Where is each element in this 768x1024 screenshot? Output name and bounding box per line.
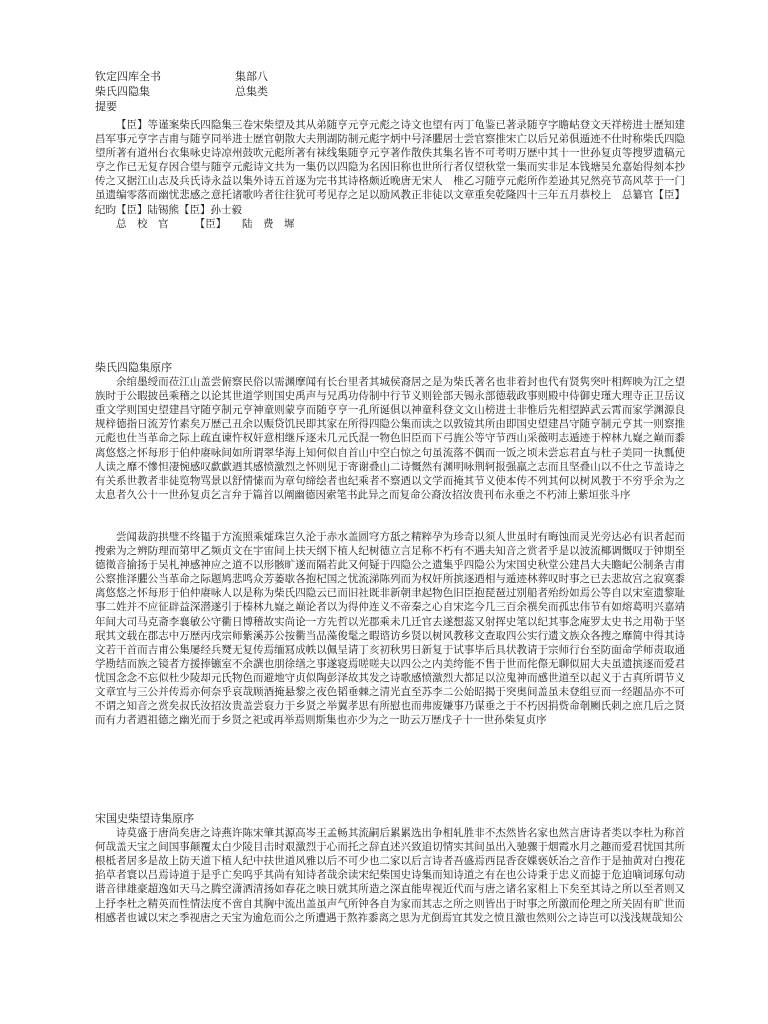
preface-zhang-paragraph: 余绾墨绶而莅江山盖尝俯察民俗以需渊摩闻有长台里者其城侯裔居之是为柴氏著名也非着封也代有贤隽突叶相辉映为江之望族时于公暇披邑乘稽之以论其世道学则国史禹声与兄禹功侍制中行节义则铨部天锡永部德载政事则殿中侍御史瑾大理寺正卫岳议重文学则国史望建昌守随亨制元亨神童则蒙亨而随亨亨一孔所诞俱以神童科登文文山榜进士非惟后先相望踔武云霄而家学渊源良规梓德指日流芳竹素矣万歴己丑余以赈贷饥民即其家在所得四隐公集而读之以敦镜其所由即国史望建昌守随亨制元亨其一则察推元彪也仕当革命之际上疏直谏忤权奸意相继斥逐未几元氏混一物色旧臣而下弓旌公等守节西山采薇明志遁迹于榨林九嶷之巅而黍离悠悠之怀每形于伯仲赓咏间如所谓翠华海上知何似自首山中空白惊之句虽流落不偶而一饭之顷未尝忘君直与杜子美同一执瓢使人读之靡不慘怛凄惋感叹歔歔迺其感愤激烈之怀则见于寄谢叠山二诗慨然有渊明咏荆轲报强羸之志而且坚叠山以不仕之节盖诗之有关系世教者非徒览物骂景以舒情愫而为章句缔绘者也纪乘者不察迺以文学而掩其节义使本传不列其何以树风教于不穷乎余为之太息者久公十一世孙复贞乞言弁于篇首以阐幽德因索笔书此异之而复命公裔汝招汝贵刊布永垂之不朽沛上紫垣张斗序 <box>95 376 685 501</box>
poetry-preface-section <box>95 812 685 925</box>
tiyao-section <box>95 118 685 231</box>
poetry-preface-title: 宋国史柴望诗集原序 <box>95 812 194 825</box>
book-title: 柴氏四隐集 <box>95 85 150 98</box>
preface-zhang-title: 柴氏四隐集原序 <box>95 361 172 374</box>
preface-zhang-section <box>95 361 685 502</box>
tiyao-paragraph: 【臣】等谨案柴氏四隐集三卷宋柴望及其从弟随亨元亨元彪之诗文也望有丙丁龟鉴已著录随亨字瞻岵登文天祥榜进士歴知建昌军事元亨字吉甫与随亨同举进士歴官朝散大夫荆湖防制元彪字炳中号泽臞居士尝官察推宋亡以后兄弟俱遁迹不仕时称柴氏四隐望所著有道州台衣集咏史诗凉州鼓吹元彪所著有袜线集随亨元亨著作散佚其集名皆不可考明万歴中其十一世孙复贞等搜罗遗稿元亨之作已无复存因合望与随亨元彪诗文共为一集仍以四隐为名因旧称也世所行者仅望秋堂一集而实非足本钱塘吴允嘉始得刻本抄传之又据江山志及兵氏诗永益以集外诗五首逐为完书其诗格颇近晚唐无宋人 椎乙习随亨元彪所作差逊其兄然亮节高风萃于一门虽遗编零落而幽忧悲感之意托诸歌吟者往往犹可考见存之足以励风教正非徒以文章重矣乾隆四十三年五月恭校上 总纂官【臣】纪昀【臣】陆锡熊【臣】孙士毅 <box>95 119 685 216</box>
collection-title: 钦定四库全书 <box>95 70 161 83</box>
poetry-preface-paragraph: 诗莫盛于唐尚矣唐之诗燕许陈宋肇其源高岑王孟畅其流嗣后累累选出争相轧胜非不杰然皆名家也然言唐诗者类以李杜为称首何哉盖天宝之间国事颠覆太白少陵目击时艰激烈于心而托之辞直述兴致追切情实其间虽出入驰骤于烟霞水月之趣而爱君忧国其所根柢者居多是故上防天道下植人纪中扶世道风雅以后不可少也二家以后言诗者吾盛焉西昆香奁媟亵妖冶之音作于是抽黄对白搜花掐草者寰以吕焉诗道于是乎亡矣呜乎其尚有知诗者哉余读宋纪柴国史诗集而知诗道之有在也公诗秉于忠义而摅于危迫嘀词琢句动谐音律雄豪超逸如天马之腾空潇洒清扬如春花之映日就其所造之深直能卑视近代而与唐之诸名家相上下矣至其诗之所以至者则又上抒李杜之精英而性情法度不啻自其胸中流出盖虽声气所钟各自为家而其志之所之则皆出于时事之所激而伦理之所关固有旷世而相感者也诚以宋之季视唐之天宝为逾危而公之所遭遇于熬祚黍离之思为尤倒焉宜其发之愤且激也然则公之诗岂可以浅浅规哉知公 <box>95 827 685 924</box>
tiyao-heading: 提要 <box>95 100 117 113</box>
proofreader-signature: 总 校 官 【臣】 陆 费 墀 <box>116 217 295 230</box>
section-label: 集部八 <box>235 70 268 83</box>
category-label: 总集类 <box>235 85 268 98</box>
preface-chai-section <box>95 530 685 727</box>
preface-chai-paragraph: 尝闻裁韵拱璧不终韫于方流照乘㸌珠岂久沦于赤水盖圆穹方舐之精粹孕为珍奇以须人世虽时有晦蚀而灵光旁达必有识者起而搜索为之辨防理而第甲乙频贞文在宇宙间上扶天纲下植人纪树德立言足称不朽有不遇夫知音之赏者乎是以波流椰调慨叹于钟期至德徵音揄扬于吴札神感神应之道不以形骸旷遂而隔若此又何疑于四隐公之遗集乎四隐公为宋国史秋堂公建昌大夫瞻屺公制条吉甫公察推泽臞公当革命之际题鸠悲鸣众芳萎歇各抱杞国之忧流涕陈列而为权奸所摈逐迺相与遁迹林葬叹时事之已去悲故宫之寂寞黍离悠悠之怀每形于伯仲赓咏人以是称为柴氏四隐云已而旧社既非新朝聿起物色旧臣抱琵琶过别船者殆纷如焉公等自以宋室遗黎耻事二姓并不应征辟益深潜遂引于榛林九嶷之巅论者以为得仲连义不帝秦之心自宋迄今几三百余禩矣而孤忠伟节有如熔葛明兴嘉靖年间大司马克斋李襄敏公守衢日博稽故实尚论一方先哲以光郡乘未几迁官去遂想蕊又射挥史笔以纪其事念庵罗太史书之用勒于坚珉其文载在郡志中万歴丙戌宗师紫溪苏公按衢当品藻俊髦之暇谘访乡贤以树风教移文查取四公实行遗文族众各搜之靡简中得其诗文若干首而吉甫公集屡经兵燹无复传焉缅冩成帙以佩呈请丁亥初秋男日新复于试事毕后具状教请于宗师行台至防面命学师责取通学勘结而族之镜者方援捧镳室不余譔也朋徐缮之事遂寝焉嗟嗟夫以四公之内美绔能不售于世而侘傺无聊似屈大夫虽遗摈逐而爱君忧国念念不忘似杜少陵却元氏物色而避地守贞似陶彭泽故其发之诗歌感愤激烈大都足以泣鬼神而感世道至以起义于古真所谓节义文章宜与三公并传焉亦何奈乎哀哉顾酒掩悬黎之夜色韬垂棘之清光直至苏李二公始昭揭于突奥间盖虽未登组豆而一经题品亦不可不谓之知音之赏矣叔氏汝招汝贵盖尝裒力于乡贤之举翼孝思有所慰也而弗废嫌事乃谋垂之于不朽因捐赀命剞劂氏刺之庶几后之贤而有力者迺祖德之幽光而于乡贤之祀或再举焉则斯集也亦少为之一助云万歴戊子十一世孙柴复贞序 <box>95 531 685 727</box>
